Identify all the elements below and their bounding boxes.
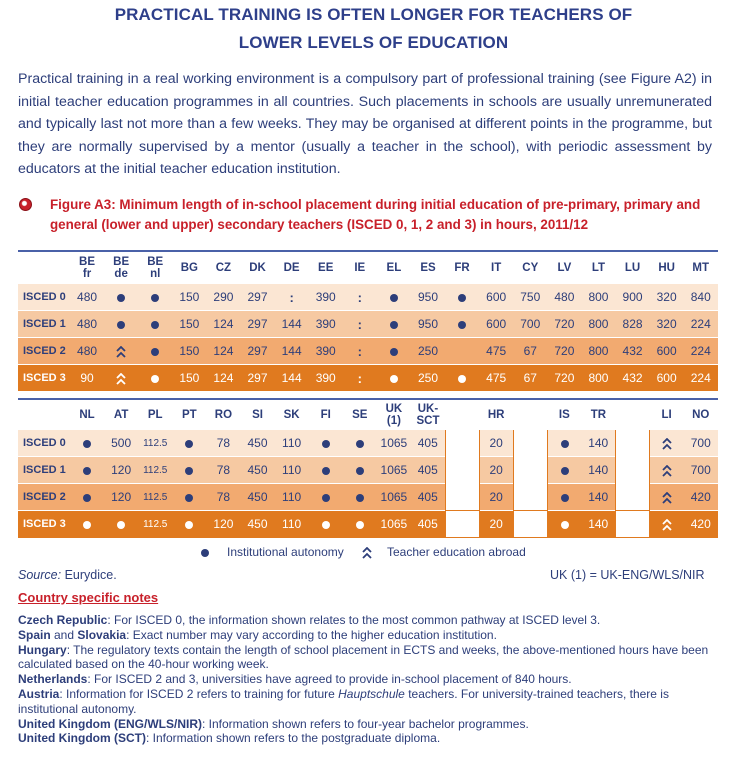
value-cell: 600 — [650, 338, 684, 365]
empty-cell — [445, 430, 479, 457]
institutional-autonomy-icon — [309, 484, 343, 511]
institutional-autonomy-icon — [343, 430, 377, 457]
value-cell: 390 — [309, 338, 343, 365]
value-cell: 720 — [547, 338, 581, 365]
value-cell: 110 — [275, 457, 309, 484]
value-cell: 390 — [309, 284, 343, 311]
value-cell: 450 — [240, 511, 274, 538]
column-header: BE de — [113, 256, 130, 280]
value-cell: 140 — [581, 430, 615, 457]
row-label: ISCED 3 — [18, 365, 70, 392]
not-applicable-cell: : — [275, 284, 309, 311]
value-cell: 67 — [513, 338, 547, 365]
value-cell: 140 — [581, 511, 615, 538]
value-cell: 480 — [70, 338, 104, 365]
value-cell: 950 — [411, 284, 445, 311]
teacher-education-abroad-icon — [104, 338, 138, 365]
value-cell: 150 — [172, 311, 206, 338]
column-header: NL — [79, 409, 95, 421]
value-cell: 144 — [275, 365, 309, 392]
column-header: PL — [147, 409, 163, 421]
value-cell: 750 — [513, 284, 547, 311]
value-cell: 432 — [616, 338, 650, 365]
teacher-education-abroad-icon — [650, 457, 684, 484]
column-header: RO — [214, 409, 233, 421]
legend-institutional-autonomy: Institutional autonomy — [227, 545, 344, 559]
value-cell: 112.5 — [138, 511, 172, 538]
column-header: DE — [283, 262, 300, 274]
column-header: TR — [590, 409, 607, 421]
empty-cell — [445, 457, 479, 484]
institutional-autonomy-icon — [343, 484, 377, 511]
institutional-autonomy-icon — [377, 284, 411, 311]
value-cell: 150 — [172, 365, 206, 392]
institutional-autonomy-icon — [547, 430, 581, 457]
value-cell: 250 — [411, 365, 445, 392]
value-cell: 250 — [411, 338, 445, 365]
value-cell: 720 — [547, 311, 581, 338]
institutional-autonomy-icon — [377, 338, 411, 365]
value-cell: 67 — [513, 365, 547, 392]
placement-table-1 — [18, 250, 718, 391]
empty-cell — [445, 511, 479, 538]
column-header: UK- SCT — [416, 403, 440, 427]
not-applicable-cell: : — [343, 365, 377, 392]
institutional-autonomy-icon — [172, 430, 206, 457]
institutional-autonomy-icon — [377, 311, 411, 338]
value-cell: 1065 — [377, 511, 411, 538]
teacher-education-abroad-icon — [650, 511, 684, 538]
institutional-autonomy-icon — [138, 311, 172, 338]
institutional-autonomy-dot-icon — [201, 549, 209, 557]
institutional-autonomy-icon — [309, 511, 343, 538]
row-label: ISCED 1 — [18, 457, 70, 484]
table-row — [18, 365, 718, 392]
note-czech-republic: Czech Republic: For ISCED 0, the information shown relates to the most common pathway at ISCED level 3. — [18, 613, 601, 627]
not-applicable-cell: : — [343, 311, 377, 338]
note-hungary: Hungary: The regulatory texts contain the length of school placement in ECTS and weeks, the above-mentioned hours have been calculated based on the 40-hour working week. — [18, 642, 709, 672]
institutional-autonomy-icon — [138, 365, 172, 392]
corner-header — [18, 399, 70, 430]
column-header: NO — [692, 409, 710, 421]
value-cell: 120 — [104, 484, 138, 511]
column-header: AT — [113, 409, 129, 421]
column-header: IS — [558, 409, 570, 421]
value-cell: 405 — [411, 457, 445, 484]
value-cell: 297 — [240, 338, 274, 365]
value-cell: 450 — [240, 484, 274, 511]
table-row — [18, 338, 718, 365]
value-cell: 475 — [479, 338, 513, 365]
empty-cell — [616, 511, 650, 538]
value-cell: 600 — [479, 311, 513, 338]
corner-header — [18, 251, 70, 284]
note-spain-slovakia: Spain and Slovakia: Exact number may vary according to the higher education institution. — [18, 627, 497, 642]
value-cell: 900 — [616, 284, 650, 311]
institutional-autonomy-icon — [343, 511, 377, 538]
institutional-autonomy-icon — [377, 365, 411, 392]
institutional-autonomy-icon — [445, 311, 479, 338]
institutional-autonomy-icon — [172, 457, 206, 484]
notes-heading: Country specific notes — [18, 590, 159, 605]
teacher-education-abroad-icon — [650, 430, 684, 457]
value-cell: 150 — [172, 338, 206, 365]
column-header: LV — [557, 262, 572, 274]
table-row — [18, 511, 718, 538]
institutional-autonomy-icon — [172, 511, 206, 538]
empty-cell — [513, 511, 547, 538]
institutional-autonomy-icon — [104, 284, 138, 311]
value-cell: 120 — [104, 457, 138, 484]
value-cell: 20 — [479, 511, 513, 538]
value-cell: 112.5 — [138, 430, 172, 457]
value-cell: 432 — [616, 365, 650, 392]
placement-table-2 — [18, 398, 718, 538]
value-cell: 500 — [104, 430, 138, 457]
country-notes — [18, 613, 718, 746]
value-cell: 700 — [684, 457, 718, 484]
value-cell: 1065 — [377, 484, 411, 511]
column-header: FR — [454, 262, 470, 274]
page-title-line-2: LOWER LEVELS OF EDUCATION — [238, 33, 509, 52]
value-cell: 320 — [650, 284, 684, 311]
column-header — [445, 399, 479, 430]
empty-cell — [513, 484, 547, 511]
value-cell: 140 — [581, 457, 615, 484]
institutional-autonomy-icon — [343, 457, 377, 484]
source-line — [18, 568, 117, 582]
value-cell: 600 — [479, 284, 513, 311]
table-row — [18, 457, 718, 484]
teacher-education-abroad-icon — [104, 365, 138, 392]
institutional-autonomy-icon — [138, 338, 172, 365]
column-header: LU — [624, 262, 641, 274]
column-header: LI — [661, 409, 672, 421]
column-header: BG — [180, 262, 198, 274]
teacher-education-abroad-icon — [650, 484, 684, 511]
empty-cell — [513, 430, 547, 457]
not-applicable-cell: : — [343, 338, 377, 365]
institutional-autonomy-icon — [70, 484, 104, 511]
empty-cell — [445, 484, 479, 511]
value-cell: 700 — [684, 430, 718, 457]
institutional-autonomy-icon — [547, 511, 581, 538]
column-header: HU — [658, 262, 675, 274]
institutional-autonomy-icon — [309, 457, 343, 484]
value-cell: 124 — [206, 338, 240, 365]
institutional-autonomy-icon — [445, 365, 479, 392]
value-cell: 224 — [684, 365, 718, 392]
institutional-autonomy-icon — [70, 430, 104, 457]
value-cell: 405 — [411, 484, 445, 511]
table-row — [18, 484, 718, 511]
institutional-autonomy-icon — [104, 311, 138, 338]
value-cell: 320 — [650, 311, 684, 338]
value-cell: 297 — [240, 284, 274, 311]
column-header — [513, 399, 547, 430]
empty-cell — [616, 457, 650, 484]
source-label: Source: — [18, 568, 62, 582]
column-header: CY — [522, 262, 539, 274]
teacher-education-abroad-chevron-icon — [362, 547, 372, 562]
value-cell: 800 — [581, 284, 615, 311]
column-header: UK (1) — [385, 403, 403, 427]
value-cell: 112.5 — [138, 457, 172, 484]
value-cell: 110 — [275, 484, 309, 511]
institutional-autonomy-icon — [70, 511, 104, 538]
value-cell: 224 — [684, 311, 718, 338]
value-cell: 800 — [581, 311, 615, 338]
institutional-autonomy-icon — [104, 511, 138, 538]
value-cell: 110 — [275, 430, 309, 457]
value-cell: 480 — [547, 284, 581, 311]
institutional-autonomy-icon — [70, 457, 104, 484]
column-header: IE — [354, 262, 366, 274]
row-label: ISCED 1 — [18, 311, 70, 338]
value-cell: 144 — [275, 311, 309, 338]
page-title-line-1: PRACTICAL TRAINING IS OFTEN LONGER FOR TEACHERS OF — [114, 5, 633, 24]
column-header: EL — [386, 262, 402, 274]
value-cell: 144 — [275, 338, 309, 365]
value-cell: 405 — [411, 430, 445, 457]
not-applicable-cell: : — [343, 284, 377, 311]
column-header: BE nl — [147, 256, 164, 280]
value-cell: 150 — [172, 284, 206, 311]
value-cell: 420 — [684, 484, 718, 511]
value-cell: 124 — [206, 311, 240, 338]
column-header: MT — [692, 262, 710, 274]
value-cell: 840 — [684, 284, 718, 311]
value-cell: 1065 — [377, 457, 411, 484]
value-cell: 20 — [479, 484, 513, 511]
empty-cell — [616, 484, 650, 511]
row-label: ISCED 2 — [18, 338, 70, 365]
institutional-autonomy-icon — [309, 430, 343, 457]
column-header: EE — [318, 262, 334, 274]
institutional-autonomy-icon — [445, 284, 479, 311]
column-header: IT — [491, 262, 502, 274]
table-row — [18, 284, 718, 311]
value-cell — [445, 338, 479, 365]
value-cell: 600 — [650, 365, 684, 392]
figure-caption: Figure A3: Minimum length of in-school placement during initial education of pre-primary, primary and general (lower and upper) secondary teachers (ISCED 0, 1, 2 and 3) in hours, 2011/12 — [50, 197, 701, 232]
column-header: SE — [352, 409, 368, 421]
institutional-autonomy-icon — [547, 484, 581, 511]
column-header: PT — [181, 409, 197, 421]
value-cell: 700 — [513, 311, 547, 338]
value-cell: 828 — [616, 311, 650, 338]
column-header: BE fr — [79, 256, 96, 280]
row-label: ISCED 2 — [18, 484, 70, 511]
source-value: Eurydice. — [61, 568, 117, 582]
value-cell: 297 — [240, 311, 274, 338]
legend-teacher-education-abroad: Teacher education abroad — [387, 545, 526, 559]
value-cell: 20 — [479, 457, 513, 484]
value-cell: 78 — [206, 484, 240, 511]
value-cell: 450 — [240, 457, 274, 484]
value-cell: 720 — [547, 365, 581, 392]
value-cell: 800 — [581, 365, 615, 392]
empty-cell — [616, 430, 650, 457]
value-cell: 450 — [240, 430, 274, 457]
value-cell: 78 — [206, 457, 240, 484]
value-cell: 124 — [206, 365, 240, 392]
value-cell: 480 — [70, 311, 104, 338]
value-cell: 1065 — [377, 430, 411, 457]
value-cell: 20 — [479, 430, 513, 457]
value-cell: 290 — [206, 284, 240, 311]
figure-bullet-icon — [19, 198, 32, 211]
value-cell: 140 — [581, 484, 615, 511]
empty-cell — [513, 457, 547, 484]
note-austria: Austria: Information for ISCED 2 refers to training for future Hauptschule teachers. For university-trained teachers, there is institutional autonomy. — [18, 686, 669, 716]
value-cell: 480 — [70, 284, 104, 311]
uk-key: UK (1) = UK-ENG/WLS/NIR — [550, 568, 705, 582]
value-cell: 800 — [581, 338, 615, 365]
column-header — [616, 399, 650, 430]
column-header: HR — [487, 409, 505, 421]
table-row — [18, 430, 718, 457]
row-label: ISCED 0 — [18, 430, 70, 457]
intro-paragraph: Practical training in a real working environment is a compulsory part of professional training (see Figure A2) in initial teacher education programmes in all countries. Such placements in schools are usually unremunerated and typically last not more than a few weeks. They may be organised at different points in the programme, but they are normally supervised by a mentor (usually a teacher in the school), with periodic assessment by educators at the initial teacher education institution. — [18, 71, 712, 177]
value-cell: 475 — [479, 365, 513, 392]
note-uk-sct: United Kingdom (SCT): Information shown refers to the postgraduate diploma. — [18, 731, 441, 746]
note-netherlands: Netherlands: For ISCED 2 and 3, universities have agreed to provide in-school placement of 840 hours. — [18, 672, 572, 687]
value-cell: 950 — [411, 311, 445, 338]
column-header: DK — [249, 262, 266, 274]
institutional-autonomy-icon — [547, 457, 581, 484]
value-cell: 390 — [309, 311, 343, 338]
value-cell: 78 — [206, 430, 240, 457]
column-header: CZ — [215, 262, 232, 274]
institutional-autonomy-icon — [138, 284, 172, 311]
column-header: ES — [420, 262, 436, 274]
value-cell: 297 — [240, 365, 274, 392]
value-cell: 224 — [684, 338, 718, 365]
column-header: FI — [320, 409, 331, 421]
table-row — [18, 311, 718, 338]
column-header: LT — [591, 262, 606, 274]
column-header: SI — [252, 409, 263, 421]
value-cell: 90 — [70, 365, 104, 392]
value-cell: 420 — [684, 511, 718, 538]
row-label: ISCED 3 — [18, 511, 70, 538]
value-cell: 112.5 — [138, 484, 172, 511]
value-cell: 110 — [275, 511, 309, 538]
value-cell: 405 — [411, 511, 445, 538]
row-label: ISCED 0 — [18, 284, 70, 311]
value-cell: 390 — [309, 365, 343, 392]
value-cell: 120 — [206, 511, 240, 538]
institutional-autonomy-icon — [172, 484, 206, 511]
column-header: SK — [283, 409, 300, 421]
note-uk-eng-wls-nir: United Kingdom (ENG/WLS/NIR): Information shown refers to four-year bachelor programmes. — [18, 716, 529, 731]
